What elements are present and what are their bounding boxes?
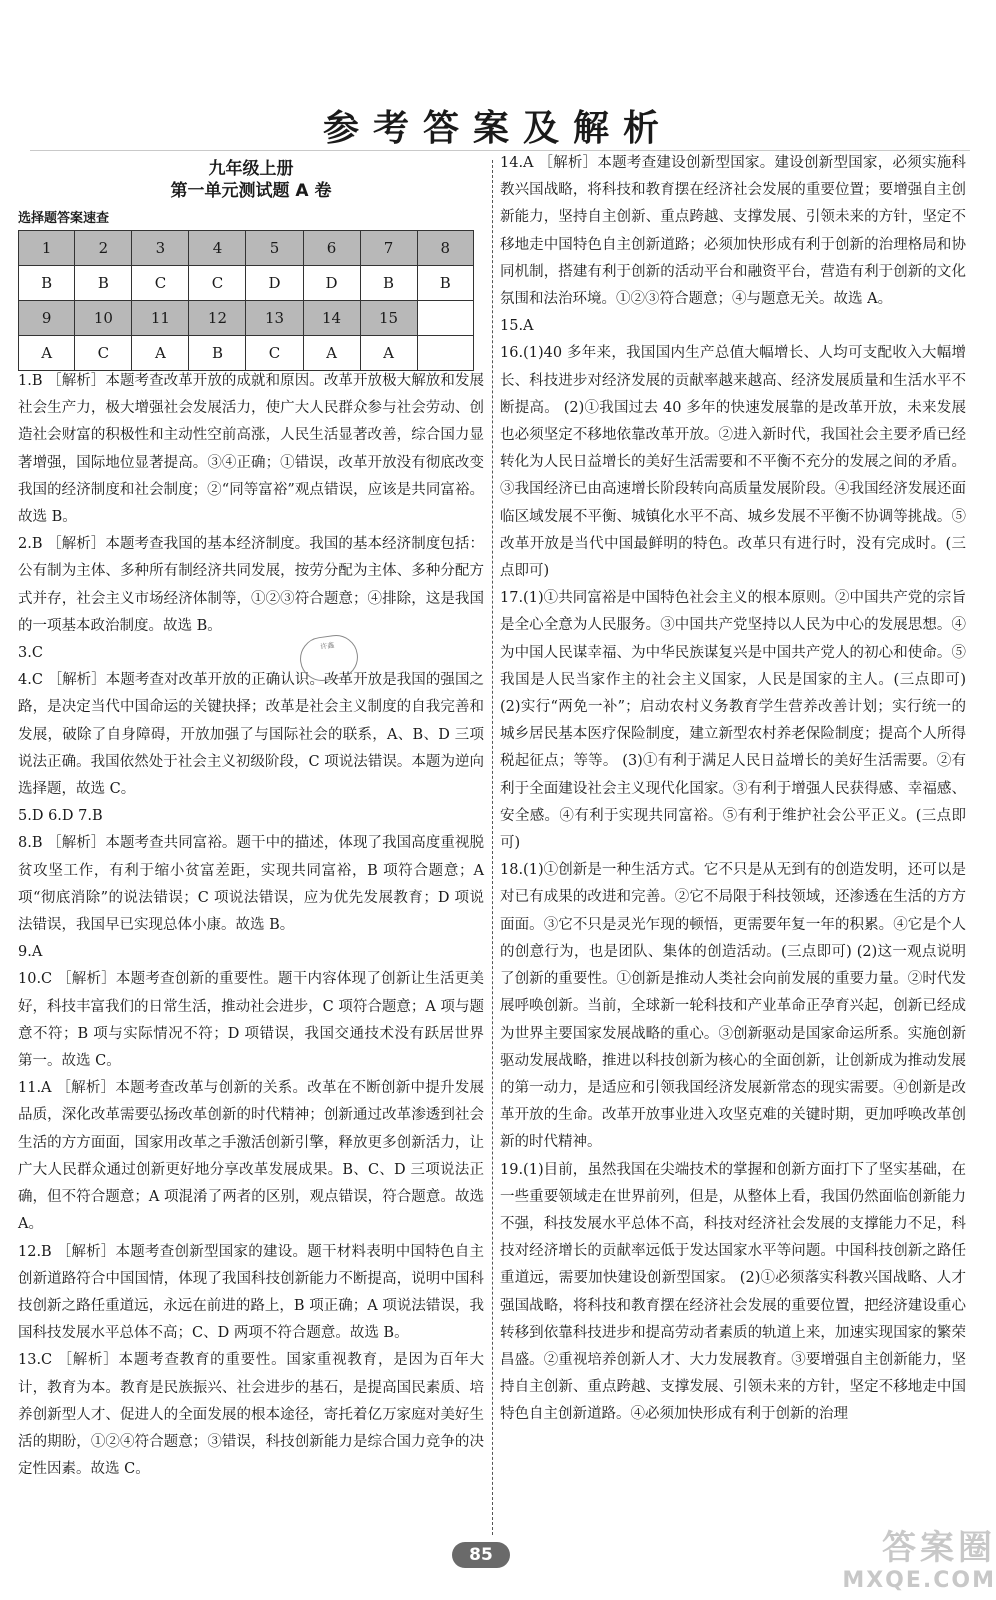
answer-item: 2.B ［解析］本题考查我国的基本经济制度。我国的基本经济制度包括：公有制为主体、多种所有制经济共同发展，按劳分配为主体、多种分配方式并存，社会主义市场经济体制等，①②③符合题意；④排除，这是我国的一项基本政治制度。故选 B。 — [18, 536, 484, 634]
answer-item: 19.(1)目前，虽然我国在尖端技术的掌握和创新方面打下了坚实基础，在一些重要领域走在世界前列，但是，从整体上看，我国仍然面临创新能力不强，科技发展水平总体不高，科技对经济社会发展的支撑能力不足，科技对经济增长的贡献率远低于发达国家水平等问题。中国科技创新之路任重道远，需要加快建设创新型国家。 (2)①必须落实科教兴国战略、人才强国战略，将科技和教育摆在经济社会发展的重要位置，把经济建设重心转移到依靠科技进步和提高劳动者素质的轨道上来，加速实现国家的繁荣昌盛。②重视培养创新人才、大力发展教育。③要增强自主创新能力，坚持自主创新、重点跨越、支撑发展、引领未来的方针，坚定不移地走中国特色自主创新道路。④必须加快形成有利于创新的治理 — [500, 1161, 966, 1423]
column-divider — [492, 160, 493, 1535]
answer-item: 17.(1)①共同富裕是中国特色社会主义的根本原则。②中国共产党的宗旨是全心全意为人民服务。③中国共产党坚持以人民为中心的发展思想。④为中国人民谋幸福、为中华民族谋复兴是中国共产党人的初心和使命。⑤我国是人民当家作主的社会主义国家，人民是国家的主人。(三点即可) (2)实行“两免一补”；启动农村义务教育学生营养改善计划；实行统一的城乡居民基本医疗保险制度，建立新型农村养老保险制度；提高个人所得税起征点；等等。 (3)①有利于满足人民日益增长的美好生活需要。②有利于全面建设社会主义现代化国家。③有利于增强人民获得感、幸福感、安全感。④有利于实现共同富裕。⑤有利于维护社会公平正义。(三点即可) — [500, 590, 966, 852]
quick-answer-label: 选择题答案速查 — [18, 211, 110, 226]
answer-item: 13.C ［解析］本题考查教育的重要性。国家重视教育，是因为百年大计，教育为本。教育是民族振兴、社会进步的基石，是提高国民素质、培养创新型人才、促进人的全面发展的根本途径，寄托着亿万家庭对美好生活的期盼，①②④符合题意；③错误，科技创新能力是综合国力竞争的决定性因素。故选 C。 — [18, 1352, 484, 1478]
answer-item: 5.D 6.D 7.B — [18, 808, 103, 825]
question-number: 14 — [303, 301, 360, 336]
answer-table-row — [19, 336, 474, 371]
watermark-url: MXQE.COM — [842, 1568, 996, 1593]
question-number: 10 — [75, 301, 132, 336]
stamp-text: 许鑫 — [319, 641, 335, 652]
answer-table-row — [19, 231, 474, 266]
answer-letter: A — [132, 336, 189, 371]
question-number: 8 — [417, 231, 473, 266]
answer-item: 9.A — [18, 944, 43, 961]
question-number: 2 — [75, 231, 132, 266]
empty-cell — [417, 336, 473, 371]
answer-item: 16.(1)40 多年来，我国国内生产总值大幅增长、人均可支配收入大幅增长、科技进步对经济发展的贡献率越来越高、经济发展质量和生活水平不断提高。 (2)①我国过去 40 多年的快速发展靠的是改革开放，未来发展也必须坚定不移地依靠改革开放。②进入新时代，我国社会主要矛盾已经转化为人民日益增长的美好生活需要和不平衡不充分的发展之间的矛盾。③我国经济已由高速增长阶段转向高质量发展阶段。④我国经济发展还面临区域发展不平衡、城镇化水平不高、城乡发展不平衡不协调等挑战。⑤改革开放是当代中国最鲜明的特色。改革只有进行时，没有完成时。(三点即可) — [500, 345, 966, 580]
answer-table — [18, 230, 474, 371]
answer-item: 8.B ［解析］本题考查共同富裕。题干中的描述，体现了我国高度重视脱贫攻坚工作，有利于缩小贫富差距，实现共同富裕，B 项符合题意；A 项“彻底消除”的说法错误；C 项说法错误，应为优先发展教育；D 项说法错误，我国早已实现总体小康。故选 B。 — [18, 835, 484, 934]
answer-item: 18.(1)①创新是一种生活方式。它不只是从无到有的创造发明，还可以是对已有成果的改进和完善。②它不局限于科技领域，还渗透在生活的方方面面。③它不只是灵光乍现的顿悟，更需要年复一年的积累。④它是个人的创意行为，也是团队、集体的创造活动。(三点即可) (2)这一观点说明了创新的重要性。①创新是推动人类社会向前发展的重要力量。②时代发展呼唤创新。当前，全球新一轮科技和产业革命正孕育兴起，创新已经成为世界主要国家发展战略的重心。③创新驱动是国家命运所系。实施创新驱动发展战略，推进以科技创新为核心的全面创新，让创新成为推动发展的第一动力，是适应和引领我国经济发展新常态的现实需要。④创新是改革开放的生命。改革开放事业进入攻坚克难的关键时期，更加呼唤改革创新的时代精神。 — [500, 862, 966, 1151]
page-number: 85 — [452, 1542, 510, 1568]
answer-letter: A — [303, 336, 360, 371]
answer-letter: B — [75, 266, 132, 301]
answer-letter: B — [360, 266, 417, 301]
watermark-main: 答案圈 — [882, 1528, 996, 1568]
question-number: 11 — [132, 301, 189, 336]
answer-item: 4.C ［解析］本题考查对改革开放的正确认识。改革开放是我国的强国之路，是决定当代中国命运的关键抉择；改革是社会主义制度的自我完善和发展，破除了自身障碍，开放加强了与国际社会的联系，A、B、D 三项说法正确。我国依然处于社会主义初级阶段，C 项说法错误。本题为逆向选择题，故选 C。 — [18, 672, 484, 798]
grade-heading: 九年级上册 — [208, 159, 294, 179]
answer-item: 14.A ［解析］本题考查建设创新型国家。建设创新型国家，必须实施科教兴国战略，将科技和教育摆在经济社会发展的重要位置；要增强自主创新能力，坚持自主创新、重点跨越、支撑发展、引领未来的方针，坚定不移地走中国特色自主创新道路；必须加快形成有利于创新的治理格局和协同机制，搭建有利于创新的活动平台和融资平台，营造有利于创新的文化氛围和法治环境。①②③符合题意；④与题意无关。故选 A。 — [500, 155, 966, 308]
watermark-logo — [826, 1528, 996, 1600]
answer-letter: B — [417, 266, 473, 301]
answer-letter: A — [360, 336, 417, 371]
answer-table-row — [19, 266, 474, 301]
answer-letter: D — [303, 266, 360, 301]
empty-cell — [417, 301, 473, 336]
answer-letter: C — [246, 336, 303, 371]
answer-table-row — [19, 301, 474, 336]
question-number: 13 — [246, 301, 303, 336]
answer-letter: B — [19, 266, 75, 301]
answer-letter: C — [75, 336, 132, 371]
answer-item: 15.A — [500, 318, 534, 335]
answer-item: 3.C — [18, 645, 43, 662]
page-title: 参考答案及解析 — [322, 108, 673, 149]
answer-letter: B — [189, 336, 246, 371]
answer-letter: C — [132, 266, 189, 301]
question-number: 7 — [360, 231, 417, 266]
section-header — [18, 158, 484, 202]
answer-item: 11.A ［解析］本题考查改革与创新的关系。改革在不断创新中提升发展品质，深化改革需要弘扬改革创新的时代精神；创新通过改革渗透到社会生活的方方面面，国家用改革之手激活创新引擎，释放更多创新活力，让广大人民群众通过创新更好地分享改革发展成果。B、C、D 三项说法正确，但不符合题意；A 项混淆了两者的区别，观点错误，符合题意。故选 A。 — [18, 1080, 484, 1233]
question-number: 12 — [189, 301, 246, 336]
question-number: 1 — [19, 231, 75, 266]
answer-letter: A — [19, 336, 75, 371]
answer-item: 10.C ［解析］本题考查创新的重要性。题干内容体现了创新让生活更美好，科技丰富我们的日常生活，推动社会进步，C 项符合题意；A 项与题意不符；B 项与实际情况不符；D 项错误，我国交通技术没有跃居世界第一。故选 C。 — [18, 971, 484, 1070]
question-number: 15 — [360, 301, 417, 336]
answer-letter: D — [246, 266, 303, 301]
answer-item: 12.B ［解析］本题考查创新型国家的建设。题干材料表明中国特色自主创新道路符合中国国情，体现了我国科技创新能力不断提高，说明中国科技创新之路任重道远，永远在前进的路上，B 项正确；A 项说法错误，我国科技发展水平总体不高；C、D 两项不符合题意。故选 B。 — [18, 1243, 484, 1342]
question-number: 5 — [246, 231, 303, 266]
answer-item: 1.B ［解析］本题考查改革开放的成就和原因。改革开放极大解放和发展社会生产力，极大增强社会发展活力，使广大人民群众参与社会劳动、创造社会财富的积极性和主动性空前高涨，人民生活显著改善，综合国力显著增强，国际地位显著提高。③④正确；①错误，改革开放没有彻底改变我国的经济制度和社会制度；②“同等富裕”观点错误，应该是共同富裕。故选 B。 — [18, 373, 484, 526]
left-column — [18, 368, 484, 1483]
right-column — [500, 150, 966, 1429]
unit-heading: 第一单元测试题 A 卷 — [170, 181, 332, 201]
question-number: 4 — [189, 231, 246, 266]
question-number: 9 — [19, 301, 75, 336]
question-number: 3 — [132, 231, 189, 266]
answer-letter: C — [189, 266, 246, 301]
question-number: 6 — [303, 231, 360, 266]
